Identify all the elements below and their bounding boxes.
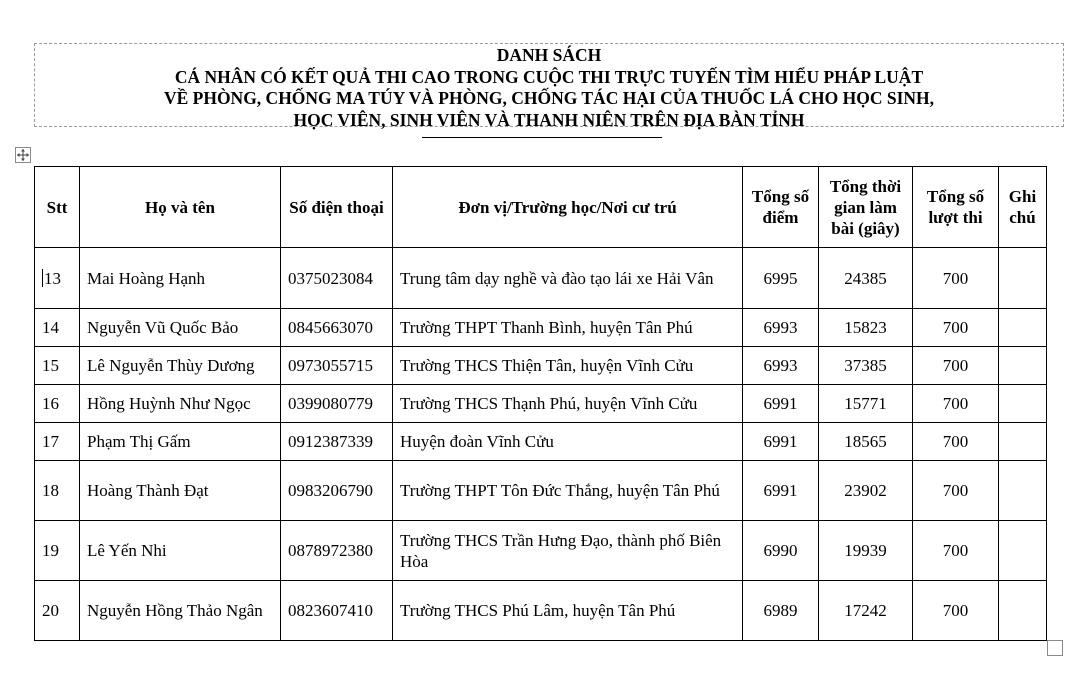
cell-time: 19939 (819, 521, 913, 581)
cell-phone: 0912387339 (281, 423, 393, 461)
cell-attempts: 700 (913, 248, 999, 309)
table-row (35, 309, 1047, 347)
cell-attempts: 700 (913, 309, 999, 347)
cell-attempts: 700 (913, 385, 999, 423)
cell-score: 6993 (743, 347, 819, 385)
header-name: Họ và tên (80, 167, 281, 248)
cell-unit: Trường THCS Thiện Tân, huyện Vĩnh Cửu (393, 347, 743, 385)
cell-attempts: 700 (913, 461, 999, 521)
title-line-2: CÁ NHÂN CÓ KẾT QUẢ THI CAO TRONG CUỘC THI TRỰC TUYẾN TÌM HIỂU PHÁP LUẬT (174, 66, 924, 87)
cell-name: Nguyễn Hồng Thảo Ngân (80, 581, 281, 641)
cell-name: Mai Hoàng Hạnh (80, 248, 281, 309)
header-stt: Stt (35, 167, 80, 248)
results-table (34, 166, 1047, 641)
cell-score: 6995 (743, 248, 819, 309)
table-move-handle-icon[interactable] (15, 147, 31, 163)
cell-note (999, 248, 1047, 309)
document-title (34, 43, 1064, 130)
title-line-4: HỌC VIÊN, SINH VIÊN VÀ THANH NIÊN TRÊN ĐỊA BÀN TỈNH (293, 109, 805, 130)
cell-note (999, 385, 1047, 423)
table-row (35, 461, 1047, 521)
cell-note (999, 461, 1047, 521)
cell-time: 18565 (819, 423, 913, 461)
cell-name: Lê Nguyễn Thùy Dương (80, 347, 281, 385)
cell-score: 6991 (743, 423, 819, 461)
cell-phone: 0973055715 (281, 347, 393, 385)
cell-note (999, 309, 1047, 347)
cell-time: 24385 (819, 248, 913, 309)
cell-note (999, 423, 1047, 461)
table-row (35, 581, 1047, 641)
cell-name: Hồng Huỳnh Như Ngọc (80, 385, 281, 423)
header-unit: Đơn vị/Trường học/Nơi cư trú (393, 167, 743, 248)
cell-name: Nguyễn Vũ Quốc Bảo (80, 309, 281, 347)
cell-score: 6993 (743, 309, 819, 347)
cell-time: 37385 (819, 347, 913, 385)
cell-phone: 0983206790 (281, 461, 393, 521)
table-row (35, 385, 1047, 423)
cell-stt-value: 13 (44, 268, 61, 288)
cell-name: Phạm Thị Gấm (80, 423, 281, 461)
cell-phone: 0878972380 (281, 521, 393, 581)
cell-attempts: 700 (913, 581, 999, 641)
cell-attempts: 700 (913, 347, 999, 385)
table-resize-handle[interactable] (1047, 640, 1063, 656)
cell-name: Lê Yến Nhi (80, 521, 281, 581)
cell-note (999, 521, 1047, 581)
table-row (35, 423, 1047, 461)
cell-phone: 0845663070 (281, 309, 393, 347)
cell-time: 23902 (819, 461, 913, 521)
cell-unit: Trường THCS Thạnh Phú, huyện Vĩnh Cửu (393, 385, 743, 423)
cell-stt: 15 (35, 347, 80, 385)
cell-phone: 0823607410 (281, 581, 393, 641)
cell-phone: 0375023084 (281, 248, 393, 309)
cell-time: 15771 (819, 385, 913, 423)
cell-unit: Trường THCS Phú Lâm, huyện Tân Phú (393, 581, 743, 641)
cell-note (999, 347, 1047, 385)
cell-unit: Huyện đoàn Vĩnh Cửu (393, 423, 743, 461)
table-row (35, 248, 1047, 309)
table-header-row (35, 167, 1047, 248)
cell-stt (35, 248, 80, 309)
title-line-1: DANH SÁCH (496, 45, 602, 65)
title-line-3: VỀ PHÒNG, CHỐNG MA TÚY VÀ PHÒNG, CHỐNG TÁC HẠI CỦA THUỐC LÁ CHO HỌC SINH, (163, 88, 935, 108)
cell-phone: 0399080779 (281, 385, 393, 423)
cell-score: 6990 (743, 521, 819, 581)
cell-stt: 20 (35, 581, 80, 641)
cell-stt: 16 (35, 385, 80, 423)
cell-time: 17242 (819, 581, 913, 641)
header-note: Ghi chú (999, 167, 1047, 248)
cell-stt: 14 (35, 309, 80, 347)
cell-score: 6991 (743, 385, 819, 423)
cell-unit: Trung tâm dạy nghề và đào tạo lái xe Hải Vân (393, 248, 743, 309)
title-underline (422, 137, 662, 138)
cell-time: 15823 (819, 309, 913, 347)
cell-stt: 18 (35, 461, 80, 521)
header-score: Tổng số điểm (743, 167, 819, 248)
text-cursor (42, 269, 43, 287)
cell-score: 6989 (743, 581, 819, 641)
cell-stt: 19 (35, 521, 80, 581)
cell-unit: Trường THPT Thanh Bình, huyện Tân Phú (393, 309, 743, 347)
table-row (35, 521, 1047, 581)
header-attempts: Tổng số lượt thi (913, 167, 999, 248)
table-row (35, 347, 1047, 385)
cell-unit: Trường THCS Trần Hưng Đạo, thành phố Biên Hòa (393, 521, 743, 581)
cell-name: Hoàng Thành Đạt (80, 461, 281, 521)
cell-unit: Trường THPT Tôn Đức Thắng, huyện Tân Phú (393, 461, 743, 521)
header-phone: Số điện thoại (281, 167, 393, 248)
cell-note (999, 581, 1047, 641)
cell-attempts: 700 (913, 521, 999, 581)
cell-stt: 17 (35, 423, 80, 461)
header-time: Tổng thời gian làm bài (giây) (819, 167, 913, 248)
cell-score: 6991 (743, 461, 819, 521)
cell-attempts: 700 (913, 423, 999, 461)
